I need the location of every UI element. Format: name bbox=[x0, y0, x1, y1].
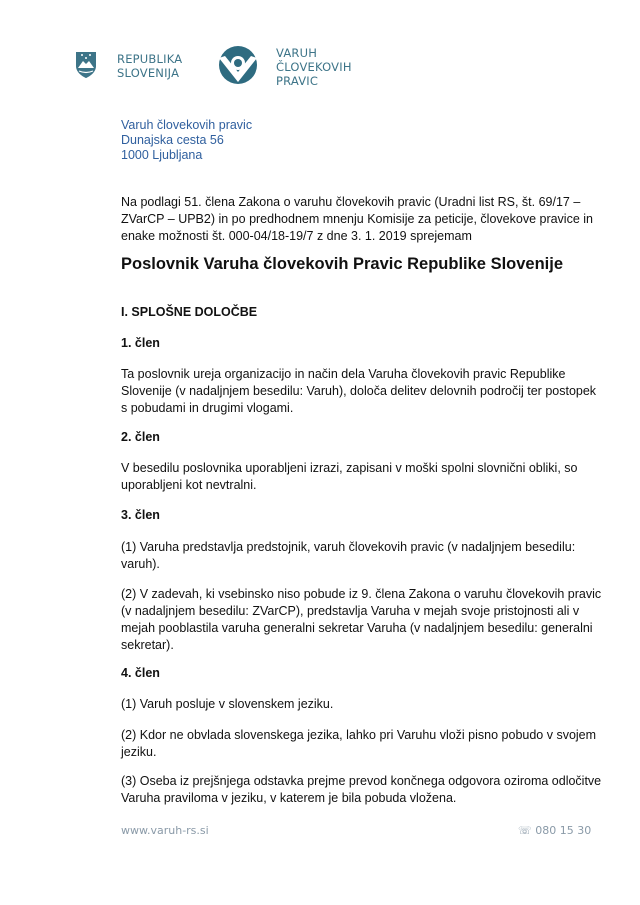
republika-slovenija-wordmark bbox=[117, 52, 182, 80]
text-line: (2) Kdor ne obvlada slovenskega jezika, lahko pri Varuhu vloži pisno pobudo v svojem bbox=[121, 728, 597, 742]
text-line: (2) V zadevah, ki vsebinsko niso pobude iz 9. člena Zakona o varuhu človekovih pravic bbox=[121, 587, 602, 601]
footer-website: www.varuh-rs.si bbox=[121, 824, 209, 837]
text-line: (1) Varuh posluje v slovenskem jeziku. bbox=[121, 697, 334, 711]
text-line: Varuha praviloma v jeziku, v katerem je bila pobuda vložena. bbox=[121, 791, 457, 805]
text-line: (1) Varuha predstavlja predstojnik, varuh človekovih pravic (v nadaljnjem besedilu: bbox=[121, 540, 576, 554]
article-paragraph bbox=[121, 727, 596, 761]
address-block bbox=[121, 118, 252, 163]
logo-line: REPUBLIKA bbox=[117, 52, 183, 66]
address-line: 1000 Ljubljana bbox=[121, 148, 203, 162]
document-title: Poslovnik Varuha človekovih Pravic Republike Slovenije bbox=[121, 255, 564, 273]
text-line: Na podlagi 51. člena Zakona o varuhu človekovih pravic (Uradni list RS, št. 69/17 – bbox=[121, 195, 581, 209]
varuh-logo bbox=[217, 44, 259, 91]
republika-slovenija-logo bbox=[74, 50, 98, 85]
logo-line: VARUH bbox=[276, 46, 318, 60]
article-paragraph bbox=[121, 773, 601, 807]
article-paragraph bbox=[121, 586, 601, 654]
text-line: jeziku. bbox=[121, 745, 157, 759]
text-line: Slovenije (v nadaljnjem besedilu: Varuh), določa delitev delovnih področij ter postopek bbox=[121, 384, 597, 398]
coat-of-arms-icon bbox=[74, 50, 98, 80]
text-line: (v nadaljnjem besedilu: ZVarCP), predstavlja Varuha v mejah svoje pristojnosti ali v bbox=[121, 604, 580, 618]
text-line: V besedilu poslovnika uporabljeni izrazi, zapisani v moški spolni slovnični obliki, so bbox=[121, 461, 578, 475]
address-line: Dunajska cesta 56 bbox=[121, 133, 224, 147]
article-heading: 1. člen bbox=[121, 336, 160, 350]
text-line: ZVarCP – UPB2) in po predhodnem mnenju Komisije za peticije, človekove pravice in bbox=[121, 212, 593, 226]
text-line: enake možnosti št. 000-04/18-19/7 z dne 3. 1. 2019 sprejemam bbox=[121, 229, 472, 243]
article-heading: 2. člen bbox=[121, 430, 160, 444]
intro-paragraph bbox=[121, 194, 593, 245]
article-paragraph bbox=[121, 460, 577, 494]
varuh-wordmark bbox=[276, 46, 352, 88]
text-line: sekretar). bbox=[121, 638, 174, 652]
phone-icon: ☏ bbox=[518, 824, 532, 837]
article-paragraph bbox=[121, 539, 575, 573]
article-paragraph bbox=[121, 366, 596, 417]
text-line: varuh). bbox=[121, 557, 160, 571]
logo-line: PRAVIC bbox=[276, 74, 319, 88]
text-line: Ta poslovnik ureja organizacijo in način dela Varuha človekovih pravic Republike bbox=[121, 367, 566, 381]
article-heading: 4. člen bbox=[121, 666, 160, 680]
text-line: uporabljeni kot nevtralni. bbox=[121, 478, 257, 492]
address-line: Varuh človekovih pravic bbox=[121, 118, 253, 132]
article-heading: 3. člen bbox=[121, 508, 160, 522]
text-line: (3) Oseba iz prejšnjega odstavka prejme prevod končnega odgovora oziroma odločitve bbox=[121, 774, 602, 788]
phone-number: 080 15 30 bbox=[535, 824, 592, 837]
varuh-emblem-icon bbox=[217, 44, 259, 86]
text-line: mejah pooblastila varuha generalni sekretar Varuha (v nadaljnjem besedilu: generalni bbox=[121, 621, 593, 635]
section-heading: I. SPLOŠNE DOLOČBE bbox=[121, 305, 258, 319]
logo-line: SLOVENIJA bbox=[117, 66, 180, 80]
text-line: s pobudami in drugimi vlogami. bbox=[121, 401, 294, 415]
footer-phone bbox=[518, 824, 591, 837]
logo-line: ČLOVEKOVIH bbox=[276, 60, 352, 74]
article-paragraph bbox=[121, 696, 333, 713]
